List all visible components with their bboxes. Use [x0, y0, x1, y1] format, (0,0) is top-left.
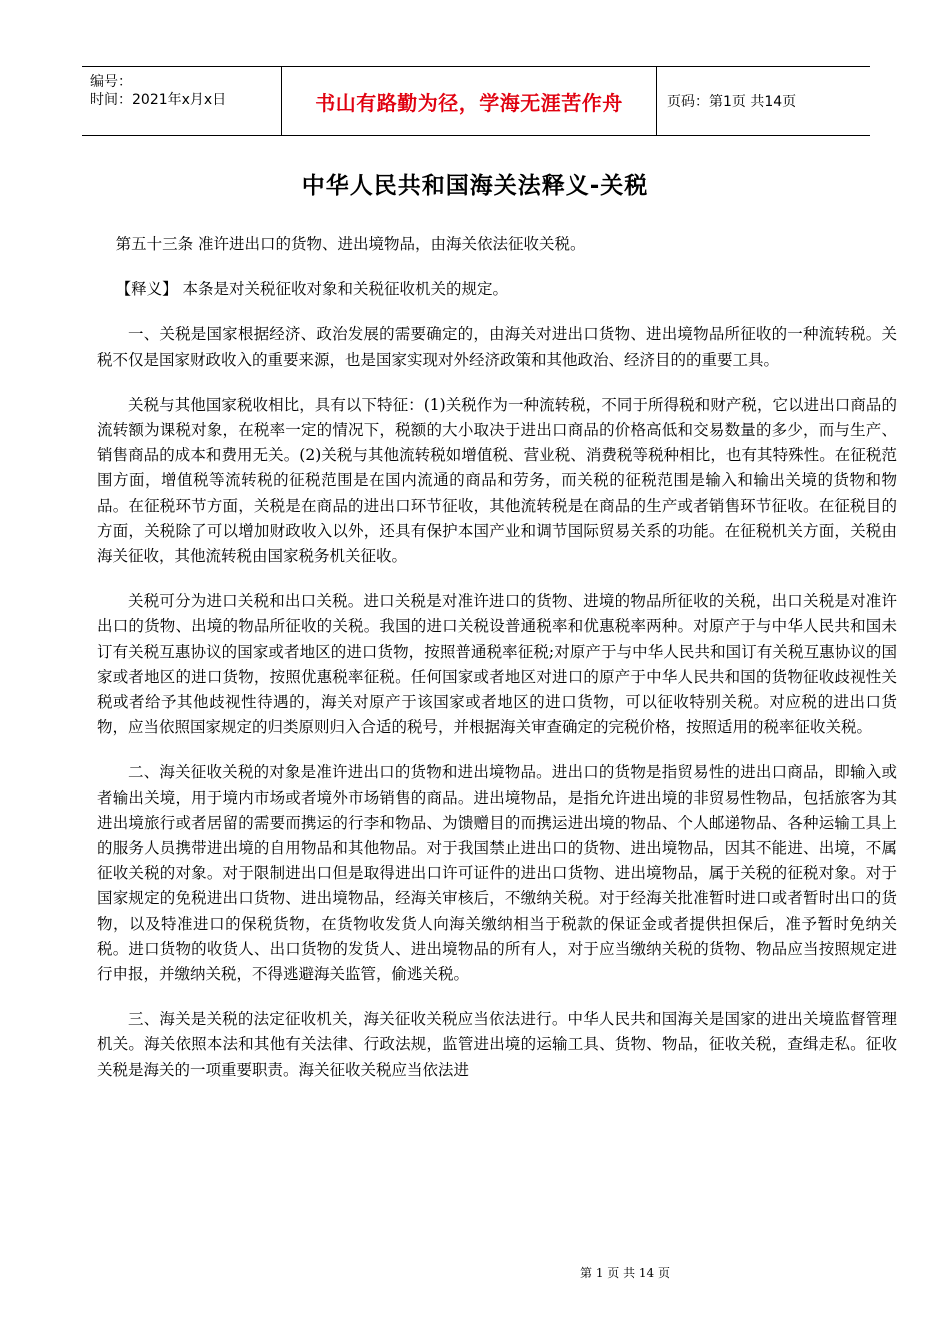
header-motto: 书山有路勤为径，学海无涯苦作舟 — [282, 67, 657, 135]
body-paragraph: 三、海关是关税的法定征收机关，海关征收关税应当依法进行。中华人民共和国海关是国家的进出关境监督管理机关。海关依照本法和其他有关法律、行政法规，监管进出境的运输工具、货物、物品，征收关税，查缉走私。征收关税是海关的一项重要职责。海关征收关税应当依法进 — [97, 1010, 897, 1079]
header-page-info: 页码：第1页 共14页 — [667, 94, 797, 110]
body-paragraph: 二、海关征收关税的对象是准许进出口的货物和进出境物品。进出口的货物是指贸易性的进出口商品，即输入或者输出关境，用于境内市场或者境外市场销售的商品。进出境物品，是指允许进出境的非贸易性物品，包括旅客为其进出境旅行或者居留的需要而携运的行李和物品、为馈赠目的而携运进出境的物品、个人邮递物品、各种运输工具上的服务人员携带进出境的自用物品和其他物品。对于我国禁止进出口的货物、进出境物品，因其不能进、出境，不属征收关税的对象。对于限制进出口但是取得进出口许可证件的进出口货物、进出境物品，属于关税的征税对象。对于国家规定的免税进出口货物、进出境物品，经海关审核后，不缴纳关税。对于经海关批准暂时进口或者暂时出口的货物，以及特准进口的保税货物，在货物收发货人向海关缴纳相当于税款的保证金或者提供担保后，准予暂时免纳关税。进口货物的收货人、出口货物的发货人、进出境物品的所有人，对于应当缴纳关税的货物、物品应当按照规定进行申报，并缴纳关税，不得逃避海关监管，偷逃关税。 — [97, 763, 897, 984]
header-table — [82, 66, 870, 136]
body-paragraph: 关税可分为进口关税和出口关税。进口关税是对准许进口的货物、进境的物品所征收的关税，出口关税是对准许出口的货物、出境的物品所征收的关税。我国的进口关税设普通税率和优惠税率两种。对原产于与中华人民共和国未订有关税互惠协议的国家或者地区的进口货物，按照普通税率征税;对原产于与中华人民共和国订有关税互惠协议的国家或者地区的进口货物，按照优惠税率征税。任何国家或者地区对进口的原产于中华人民共和国的货物征收歧视性关税或者给予其他歧视性待遇的，海关对原产于该国家或者地区的进口货物，可以征收特别关税。对应税的进出口货物，应当依照国家规定的归类原则归入合适的税号，并根据海关审查确定的完税价格，按照适用的税率征收关税。 — [97, 592, 897, 737]
document-number-label: 编号： — [90, 74, 132, 90]
body-paragraph: 一、关税是国家根据经济、政治发展的需要确定的，由海关对进出口货物、进出境物品所征收的一种流转税。关税不仅是国家财政收入的重要来源，也是国家实现对外经济政策和其他政治、经济目的的重要工具。 — [97, 325, 897, 369]
document-body — [97, 232, 897, 1095]
page-footer: 第 1 页 共 14 页 — [580, 1266, 670, 1280]
header-left-cell — [82, 67, 282, 135]
interpretation-paragraph: 【释义】 本条是对关税征收对象和关税征收机关的规定。 — [115, 280, 509, 299]
document-title: 中华人民共和国海关法释义-关税 — [301, 173, 649, 199]
body-paragraph: 关税与其他国家税收相比，具有以下特征：(1)关税作为一种流转税，不同于所得税和财产税，它以进出口商品的流转额为课税对象，在税率一定的情况下，税额的大小取决于进出口商品的价格高低和交易数量的多少，而与生产、销售商品的成本和费用无关。(2)关税与其他流转税如增值税、营业税、消费税等税种相比，也有其特殊性。在征税范围方面，增值税等流转税的征税范围是在国内流通的商品和劳务，而关税的征税范围是输入和输出关境的货物和物品。在征税环节方面，关税是在商品的进出口环节征收，其他流转税是在商品的生产或者销售环节征收。在征税目的方面，关税除了可以增加财政收入以外，还具有保护本国产业和调节国际贸易关系的功能。在征税机关方面，关税由海关征收，其他流转税由国家税务机关征收。 — [97, 395, 897, 566]
document-time-label: 时间：2021年x月x日 — [90, 92, 227, 108]
article-paragraph: 第五十三条 准许进出口的货物、进出境物品，由海关依法征收关税。 — [115, 235, 586, 253]
